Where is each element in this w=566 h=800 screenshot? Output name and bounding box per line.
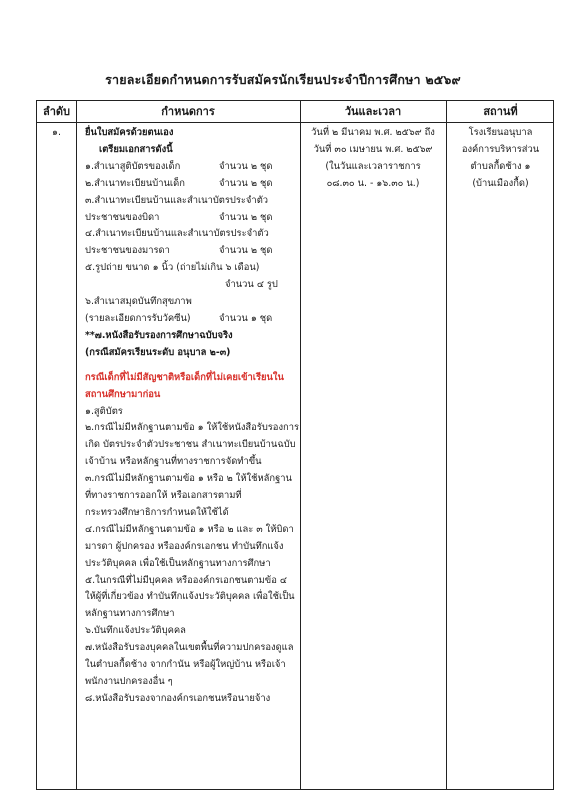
date-time-cell <box>300 125 446 193</box>
place-line: องค์การบริหารส่วน <box>461 143 540 155</box>
place-cell <box>446 125 555 193</box>
place-line: โรงเรียนอนุบาล <box>468 127 533 138</box>
doc-item-name: ๓.สำเนาทะเบียนบ้านและสำเนาบัตรประจำตัว <box>85 194 269 206</box>
list-item: ประวัติบุคคล เพื่อใช้เป็นหลักฐานทางการศึกษา <box>85 557 271 569</box>
row-order-cell <box>37 125 76 142</box>
doc-item-name: ๔.สำเนาทะเบียนบ้านและสำเนาบัตรประจำตัว <box>85 228 269 240</box>
column-divider <box>446 101 447 789</box>
doc-item-name: ๑.สำเนาสูติบัตรของเด็ก <box>85 160 181 172</box>
doc-item-qty: จำนวน ๒ ชุด <box>219 245 273 257</box>
list-item: พนักงานปกครองอื่น ๆ <box>85 676 173 687</box>
doc-item-name: ๕.รูปถ่าย ขนาด ๑ นิ้ว (ถ่ายไม่เกิน ๖ เดือน) <box>85 262 260 274</box>
doc-item <box>85 159 297 176</box>
doc-item <box>85 243 297 260</box>
page-title: รายละเอียดกำหนดการรับสมัครนักเรียนประจำปีการศึกษา ๒๕๖๙ <box>105 72 461 87</box>
health-record-detail <box>85 311 297 328</box>
list-item: ๖.บันทึกแจ้งประวัติบุคคล <box>85 625 186 637</box>
list-item: ๗.หนังสือรับรองบุคคลในเขตพื้นที่ความปกครองดูแล <box>85 642 294 654</box>
health-record-note: (รายละเอียดการรับวัคซีน) <box>85 312 191 324</box>
list-item: กระทรวงศึกษาธิการกำหนดให้ใช้ได้ <box>85 506 229 518</box>
education-certificate-note: (กรณีสมัครเรียนระดับ อนุบาล ๒-๓) <box>85 346 231 358</box>
list-item: ในตำบลกื้ดช้าง จากกำนัน หรือผู้ใหญ่บ้าน หรือเจ้า <box>85 659 286 671</box>
list-item: เกิด บัตรประจำตัวประชาชน สำเนาทะเบียนบ้านฉบับ <box>85 439 296 451</box>
special-case-heading: กรณีเด็กที่ไม่มีสัญชาติหรือเด็กที่ไม่เคยเข้าเรียนใน <box>85 371 284 383</box>
list-item: ๒.กรณีไม่มีหลักฐานตามข้อ ๑ ให้ใช้หนังสือรับรองการ <box>85 422 299 434</box>
prepare-docs-heading: เตรียมเอกสารดังนี้ <box>99 143 173 155</box>
header-date-time: วันและเวลา <box>344 105 402 118</box>
doc-item <box>85 193 297 210</box>
place-line: (บ้านเมืองกื้ด) <box>472 177 529 189</box>
schedule-table <box>36 100 554 790</box>
list-item: เจ้าบ้าน หรือหลักฐานที่ทางราชการจัดทำขึ้น <box>85 456 262 468</box>
column-divider <box>76 101 77 789</box>
doc-item <box>85 210 297 227</box>
list-item: มารดา ผู้ปกครอง หรือองค์กรเอกชน ทำบันทึกแจ้ง <box>85 540 284 552</box>
list-item: ให้ผู้ที่เกี่ยวข้อง ทำบันทึกแจ้งประวัติบุคคล เพื่อใช้เป็น <box>85 591 295 603</box>
date-line: ๐๘.๓๐ น. - ๑๖.๓๐ น.) <box>326 177 420 189</box>
doc-item-qty: จำนวน ๒ ชุด <box>219 160 273 172</box>
column-divider <box>300 101 301 789</box>
header-divider <box>37 122 553 123</box>
list-item: หลักฐานทางการศึกษา <box>85 608 175 620</box>
list-item: ๕.ในกรณีที่ไม่มีบุคคล หรือองค์กรเอกชนตามข้อ ๔ <box>85 574 287 586</box>
apply-heading: ยื่นใบสมัครด้วยตนเอง <box>85 127 174 138</box>
spacer <box>85 362 297 370</box>
doc-item-name: ประชาชนของมารดา <box>85 245 170 257</box>
doc-item-qty: จำนวน ๒ ชุด <box>219 177 273 189</box>
doc-item <box>85 260 297 277</box>
header-place: สถานที่ <box>483 105 518 118</box>
health-record: ๖.สำเนาสมุดบันทึกสุขภาพ <box>85 296 192 308</box>
doc-item <box>85 176 297 193</box>
doc-item-name: ๒.สำเนาทะเบียนบ้านเด็ก <box>85 177 185 189</box>
list-item: ๔.กรณีไม่มีหลักฐานตามข้อ ๑ หรือ ๒ และ ๓ ให้บิดา <box>85 523 294 535</box>
list-item: ๑.สูติบัตร <box>85 405 123 417</box>
doc-item <box>85 226 297 243</box>
photo-qty: จำนวน ๔ รูป <box>225 279 278 291</box>
list-item: ที่ทางราชการออกให้ หรือเอกสารตามที่ <box>85 490 242 502</box>
special-case-heading-cont: สถานศึกษามาก่อน <box>85 388 161 400</box>
doc-item-name: ประชาชนของบิดา <box>85 211 160 223</box>
date-line: วันที่ ๓๐ เมษายน พ.ศ. ๒๕๖๙ <box>313 143 433 155</box>
date-line: (ในวันและเวลาราชการ <box>325 160 421 172</box>
health-record-qty: จำนวน ๑ ชุด <box>219 312 273 324</box>
date-line: วันที่ ๒ มีนาคม พ.ศ. ๒๕๖๙ ถึง <box>311 127 435 138</box>
schedule-cell <box>85 125 297 708</box>
row-order-number: ๑. <box>52 127 61 138</box>
doc-item-qty: จำนวน ๒ ชุด <box>219 211 273 223</box>
education-certificate: **๗.หนังสือรับรองการศึกษาฉบับจริง <box>85 329 233 341</box>
list-item: ๓.กรณีไม่มีหลักฐานตามข้อ ๑ หรือ ๒ ให้ใช้หลักฐาน <box>85 473 292 485</box>
header-order: ลำดับ <box>42 105 71 118</box>
place-line: ตำบลกื้ดช้าง ๑ <box>470 160 531 172</box>
list-item: ๘.หนังสือรับรองจากองค์กรเอกชนหรือนายจ้าง <box>85 692 271 704</box>
header-schedule: กำหนดการ <box>161 105 215 118</box>
